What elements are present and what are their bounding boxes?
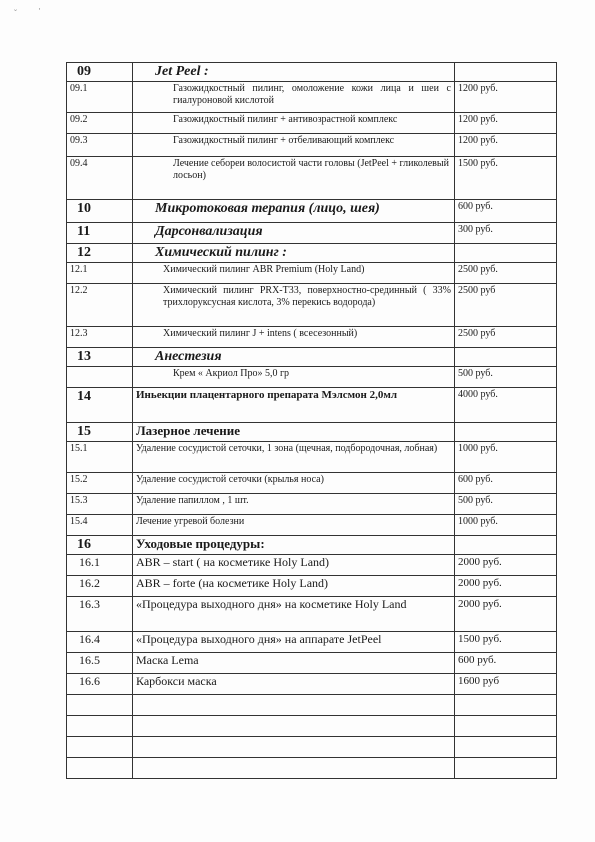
table-row: [67, 442, 557, 473]
price-cell: [455, 348, 557, 367]
price-cell: 2500 руб.: [455, 263, 557, 284]
price-cell: 2500 руб: [455, 284, 557, 327]
section-title: Уходовые процедуры:: [133, 536, 455, 555]
empty-cell: [133, 695, 455, 716]
table-row: [67, 284, 557, 327]
price-cell: 300 руб.: [455, 223, 557, 244]
empty-cell: [455, 695, 557, 716]
table-row: [67, 263, 557, 284]
empty-cell: [455, 716, 557, 737]
item-name: Газожидкостный пилинг, омоложение кожи лица и шеи с гиалуроновой кислотой: [133, 82, 455, 113]
section-row: [67, 200, 557, 223]
table-row: [67, 473, 557, 494]
table-row: [67, 653, 557, 674]
item-number: 16.5: [67, 653, 133, 674]
item-number: 16.6: [67, 674, 133, 695]
price-cell: 1200 руб.: [455, 134, 557, 157]
section-row: [67, 423, 557, 442]
empty-cell: [133, 758, 455, 779]
section-row: [67, 244, 557, 263]
section-row: [67, 63, 557, 82]
item-name: Химический пилинг ABR Premium (Holy Land): [133, 263, 455, 284]
empty-row: [67, 758, 557, 779]
table-row: [67, 674, 557, 695]
price-list-table: [66, 62, 557, 779]
table-row: [67, 327, 557, 348]
price-cell: 500 руб.: [455, 367, 557, 388]
item-name: Химический пилинг PRX-T33, поверхностно-срединный ( 33% трихлоруксусная кислота, 3% перекись водорода): [133, 284, 455, 327]
section-number: 14: [67, 388, 133, 423]
item-number: 09.2: [67, 113, 133, 134]
item-number: 09.4: [67, 157, 133, 200]
item-number: 15.3: [67, 494, 133, 515]
price-cell: 2500 руб: [455, 327, 557, 348]
price-cell: 2000 руб.: [455, 555, 557, 576]
empty-cell: [67, 716, 133, 737]
item-name: Крем « Акриол Про» 5,0 гр: [133, 367, 455, 388]
section-title: Химический пилинг :: [133, 244, 455, 263]
section-title: Анестезия: [133, 348, 455, 367]
empty-row: [67, 716, 557, 737]
price-cell: 1200 руб.: [455, 82, 557, 113]
price-cell: 600 руб.: [455, 653, 557, 674]
section-title: Дарсонвализация: [133, 223, 455, 244]
price-cell: [455, 536, 557, 555]
item-number: 15.2: [67, 473, 133, 494]
price-cell: 500 руб.: [455, 494, 557, 515]
table-row: [67, 576, 557, 597]
item-number: 12.1: [67, 263, 133, 284]
item-number: 16.2: [67, 576, 133, 597]
empty-cell: [455, 758, 557, 779]
item-number: 15.4: [67, 515, 133, 536]
price-cell: 1600 руб: [455, 674, 557, 695]
section-row: [67, 223, 557, 244]
price-cell: 1000 руб.: [455, 442, 557, 473]
section-number: 13: [67, 348, 133, 367]
section-row: [67, 536, 557, 555]
section-number: 16: [67, 536, 133, 555]
item-name: «Процедура выходного дня» на косметике Holy Land: [133, 597, 455, 632]
item-name: ABR – forte (на косметике Holy Land): [133, 576, 455, 597]
item-name: Лечение угревой болезни: [133, 515, 455, 536]
empty-cell: [455, 737, 557, 758]
price-cell: [455, 63, 557, 82]
price-cell: 1500 руб.: [455, 157, 557, 200]
item-name: Химический пилинг J + intens ( всесезонный): [133, 327, 455, 348]
table-row: [67, 515, 557, 536]
item-name: Газожидкостный пилинг + отбеливающий комплекс: [133, 134, 455, 157]
section-number: 09: [67, 63, 133, 82]
item-number: 12.2: [67, 284, 133, 327]
item-name: Удаление папиллом , 1 шт.: [133, 494, 455, 515]
item-name: Газожидкостный пилинг + антивозрастной комплекс: [133, 113, 455, 134]
price-cell: 1500 руб.: [455, 632, 557, 653]
section-number: 11: [67, 223, 133, 244]
scan-speck: ˘: [14, 8, 17, 18]
item-name: ABR – start ( на косметике Holy Land): [133, 555, 455, 576]
section-row: [67, 348, 557, 367]
section-number: 15: [67, 423, 133, 442]
item-name: Лечение себореи волосистой части головы (JetPeel + гликолевый лосьон): [133, 157, 455, 200]
item-name: «Процедура выходного дня» на аппарате JetPeel: [133, 632, 455, 653]
section-title: Иньекции плацентарного препарата Мэлсмон 2,0мл: [133, 388, 455, 423]
table-row: [67, 134, 557, 157]
price-cell: 2000 руб.: [455, 597, 557, 632]
item-name: Маска Lema: [133, 653, 455, 674]
table-row: [67, 367, 557, 388]
price-cell: 2000 руб.: [455, 576, 557, 597]
table-row: [67, 157, 557, 200]
empty-cell: [67, 695, 133, 716]
item-number: 16.4: [67, 632, 133, 653]
empty-row: [67, 737, 557, 758]
item-name: Удаление сосудистой сеточки (крылья носа): [133, 473, 455, 494]
item-number: [67, 367, 133, 388]
item-name: Карбокси маска: [133, 674, 455, 695]
price-cell: 600 руб.: [455, 200, 557, 223]
table-row: [67, 632, 557, 653]
table-row: [67, 82, 557, 113]
item-name: Удаление сосудистой сеточки, 1 зона (щечная, подбородочная, лобная): [133, 442, 455, 473]
section-title: Jet Peel :: [133, 63, 455, 82]
empty-row: [67, 695, 557, 716]
item-number: 16.3: [67, 597, 133, 632]
empty-cell: [133, 716, 455, 737]
price-cell: [455, 244, 557, 263]
table-row: [67, 113, 557, 134]
section-number: 12: [67, 244, 133, 263]
item-number: 15.1: [67, 442, 133, 473]
price-cell: 600 руб.: [455, 473, 557, 494]
table-row: [67, 555, 557, 576]
section-title: Микротоковая терапия (лицо, шея): [133, 200, 455, 223]
price-cell: 1000 руб.: [455, 515, 557, 536]
scan-speck: ·: [38, 4, 41, 14]
item-number: 09.1: [67, 82, 133, 113]
empty-cell: [133, 737, 455, 758]
price-cell: 1200 руб.: [455, 113, 557, 134]
price-cell: [455, 423, 557, 442]
table-row: [67, 597, 557, 632]
table-row: [67, 494, 557, 515]
empty-cell: [67, 758, 133, 779]
empty-cell: [67, 737, 133, 758]
section-number: 10: [67, 200, 133, 223]
item-number: 16.1: [67, 555, 133, 576]
item-number: 09.3: [67, 134, 133, 157]
section-row: [67, 388, 557, 423]
item-number: 12.3: [67, 327, 133, 348]
section-title: Лазерное лечение: [133, 423, 455, 442]
price-cell: 4000 руб.: [455, 388, 557, 423]
